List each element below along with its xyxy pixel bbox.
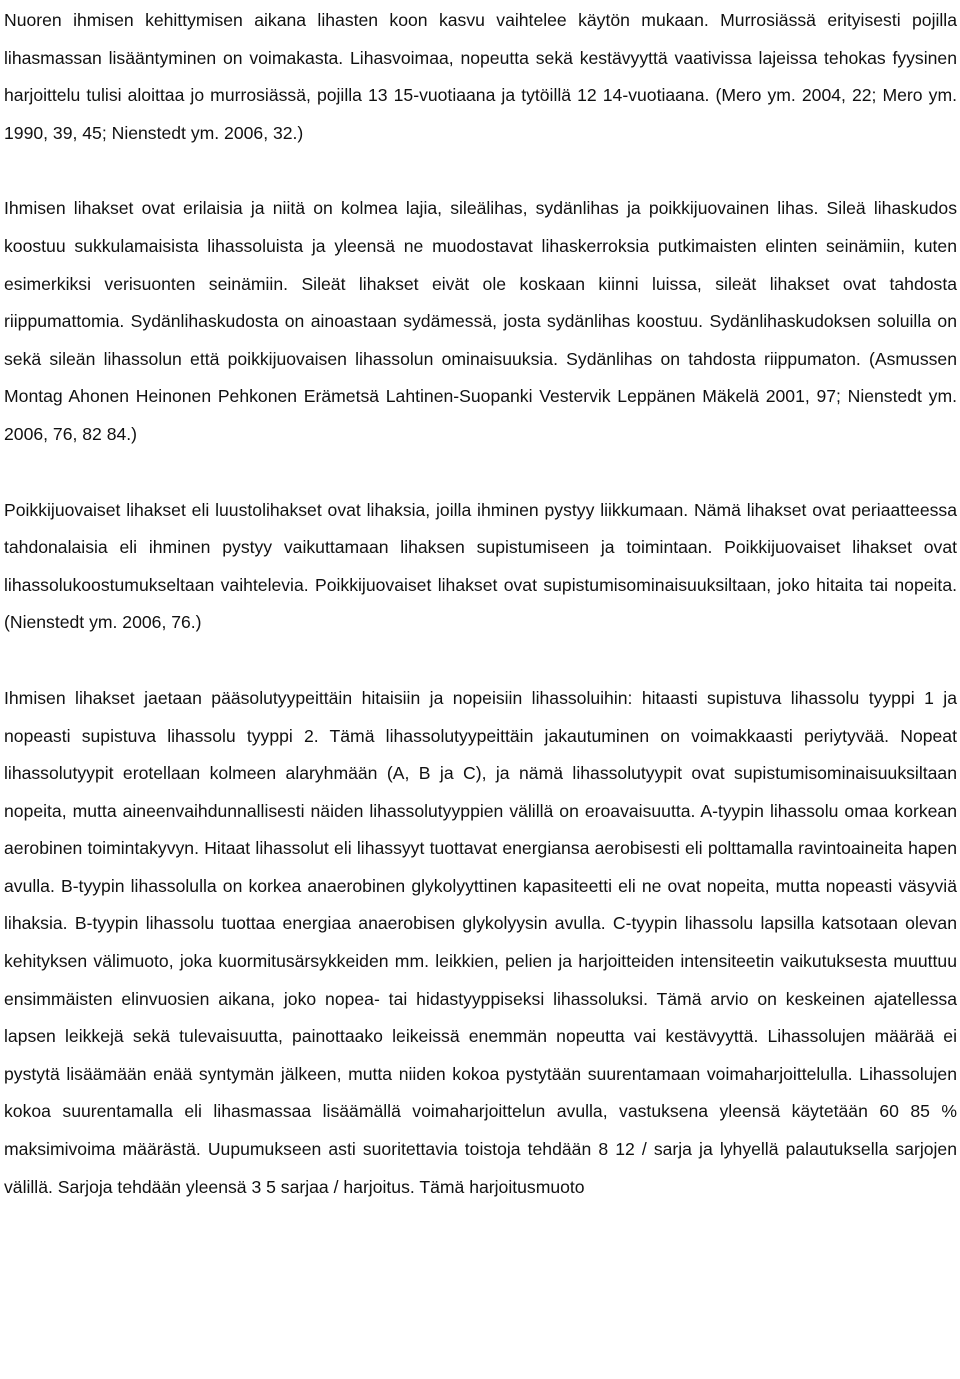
document-body xyxy=(4,2,957,1206)
paragraph-skeletal-muscles: Poikkijuovaiset lihakset eli luustolihakset ovat lihaksia, joilla ihminen pystyy liikkumaan. Nämä lihakset ovat periaatteessa tahdonalaisia eli ihminen pystyy vaikuttamaan lihaksen supistumiseen ja toimintaan. Poikkijuovaiset lihakset ovat lihassolukoostumukseltaan vaihtelevia. Poikkijuovaiset lihakset ovat supistumisominaisuuksiltaan, joko hitaita tai nopeita. (Nienstedt ym. 2006, 76.) xyxy=(4,499,957,633)
paragraph-muscle-growth: Nuoren ihmisen kehittymisen aikana lihasten koon kasvu vaihtelee käytön mukaan. Murrosiässä erityisesti pojilla lihasmassan lisääntyminen on voimakasta. Lihasvoimaa, nopeutta sekä kestävyyttä vaativissa lajeissa tehokas fyysinen harjoittelu tulisi aloittaa jo murrosiässä, pojilla 13 15-vuotiaana ja tytöillä 12 14-vuotiaana. (Mero ym. 2004, 22; Mero ym. 1990, 39, 45; Nienstedt ym. 2006, 32.) xyxy=(4,10,957,143)
paragraph-muscle-types: Ihmisen lihakset ovat erilaisia ja niitä on kolmea lajia, sileälihas, sydänlihas ja poikkijuovainen lihas. Sileä lihaskudos koostuu sukkulamaisista lihassoluista ja yleensä ne muodostavat lihaskerroksia putkimaisten elinten seinämiin, kuten esimerkiksi verisuonten seinämiin. Sileät lihakset eivät ole koskaan kiinni luissa, sileät lihakset ovat tahdosta riippumattomia. Sydänlihaskudosta on ainoastaan sydämessä, josta sydänlihas koostuu. Sydänlihaskudoksen soluilla on sekä sileän lihassolun että poikkijuovaisen lihassolun ominaisuuksia. Sydänlihas on tahdosta riippumaton. (Asmussen Montag Ahonen Heinonen Pehkonen Erämetsä Lahtinen-Suopanki Vestervik Leppänen Mäkelä 2001, 97; Nienstedt ym. 2006, 76, 82 84.) xyxy=(4,198,957,444)
paragraph-muscle-fiber-types: Ihmisen lihakset jaetaan pääsolutyypeittäin hitaisiin ja nopeisiin lihassoluihin: hitaasti supistuva lihassolu tyyppi 1 ja nopeasti supistuva lihassolu tyyppi 2. Tämä lihassolutyypeittäin jakautuminen on voimakkaasti periytyvää. Nopeat lihassolutyypit erotellaan kolmeen alaryhmään (A, B ja C), ja nämä lihassolutyypit ovat supistumisominaisuuksiltaan nopeita, mutta aineenvaihdunnallisesti näiden lihassolutyyppien välillä on eroavaisuutta. A-tyypin lihassolu omaa korkean aerobinen toimintakyvyn. Hitaat lihassolut eli lihassyyt tuottavat energiansa aerobisesti eli polttamalla ravintoaineita hapen avulla. B-tyypin lihassolulla on korkea anaerobinen glykolyyttinen kapasiteetti eli ne ovat nopeita, mutta nopeasti väsyviä lihaksia. B-tyypin lihassolu tuottaa energiaa anaerobisen glykolyysin avulla. C-tyypin lihassolu lapsilla katsotaan olevan kehityksen välimuoto, joka kuormitusärsykkeiden mm. leikkien, pelien ja harjoitteiden intensiteetin vaikutuksesta muuttuu ensimmäisten elinvuosien aikana, joko nopea- tai hidastyyppiseksi lihassoluksi. Tämä arvio on keskeinen ajatellessa lapsen leikkejä sekä tulevaisuutta, painottaako leikeissä enemmän nopeutta vai kestävyyttä. Lihassolujen määrää ei pystytä lisäämään enää syntymän jälkeen, mutta niiden kokoa pystytään suurentamaan voimaharjoittelulla. Lihassolujen kokoa suurentamalla eli lihasmassaa lisäämällä voimaharjoittelun avulla, vastuksena yleensä käytetään 60 85 % maksimivoima määrästä. Uupumukseen asti suoritettavia toistoja tehdään 8 12 / sarja ja lyhyellä palautuksella sarjojen välillä. Sarjoja tehdään yleensä 3 5 sarjaa / harjoitus. Tämä harjoitusmuoto xyxy=(4,687,957,1197)
